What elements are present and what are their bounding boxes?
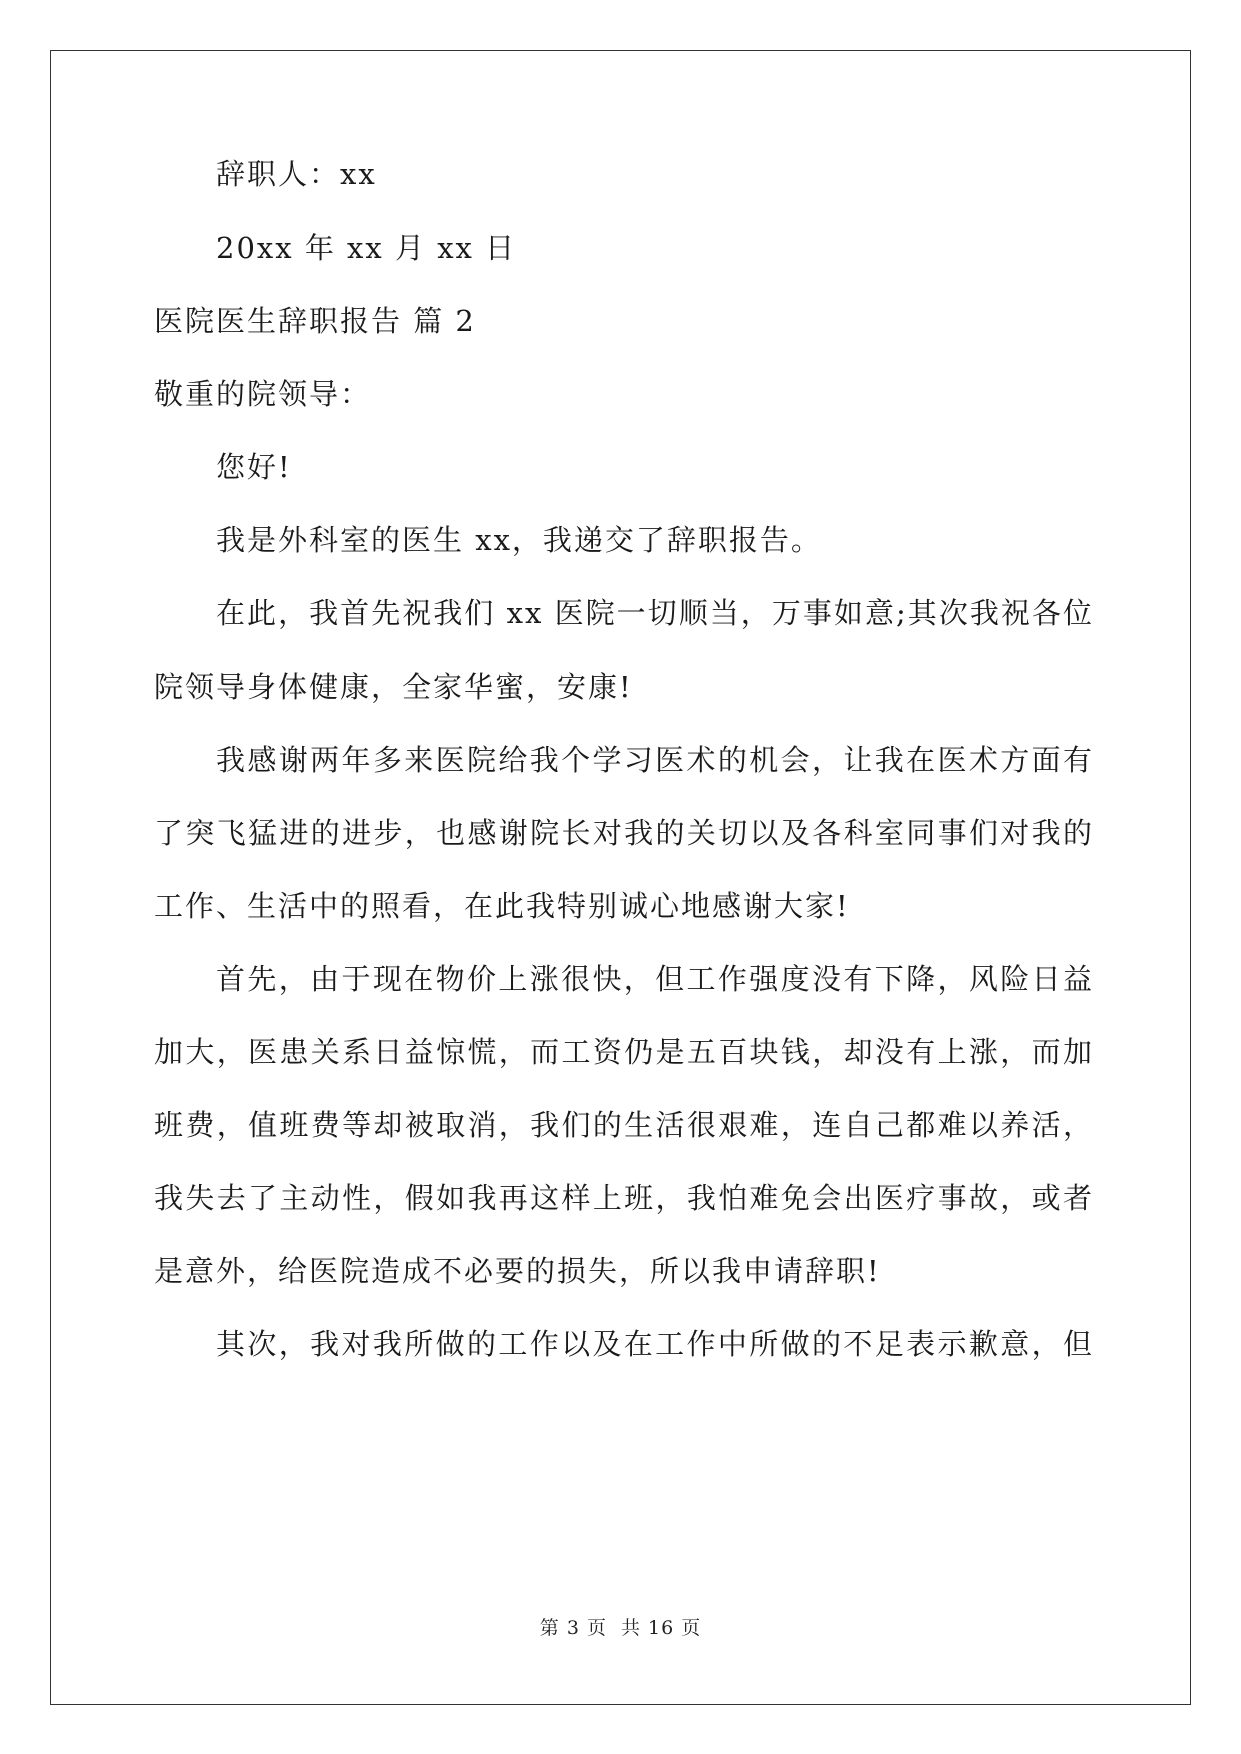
paragraph-line: 工作、生活中的照看，在此我特别诚心地感谢大家!	[154, 889, 850, 923]
paragraph-line: 加大，医患关系日益惊慌，而工资仍是五百块钱，却没有上涨，而加	[154, 1035, 1094, 1069]
date-line: 20xx 年 xx 月 xx 日	[216, 231, 517, 265]
paragraph-line: 我失去了主动性，假如我再这样上班，我怕难免会出医疗事故，或者	[154, 1181, 1094, 1215]
paragraph-line: 我感谢两年多来医院给我个学习医术的机会，让我在医术方面有	[216, 743, 1094, 777]
salutation: 敬重的院领导：	[154, 377, 372, 411]
paragraph-line: 院领导身体健康，全家华蜜，安康!	[154, 670, 633, 704]
paragraph-line: 首先，由于现在物价上涨很快，但工作强度没有下降，风险日益	[216, 962, 1094, 996]
section-title: 医院医生辞职报告 篇 2	[154, 304, 476, 338]
paragraph-line: 在此，我首先祝我们 xx 医院一切顺当，万事如意;其次我祝各位	[216, 596, 1094, 630]
page-number: 第 3 页	[539, 1617, 607, 1639]
paragraph-line: 了突飞猛进的进步，也感谢院长对我的关切以及各科室同事们对我的	[154, 816, 1094, 850]
page-footer	[0, 1613, 1241, 1640]
paragraph-line: 是意外，给医院造成不必要的损失，所以我申请辞职!	[154, 1254, 881, 1288]
paragraph-line: 其次，我对我所做的工作以及在工作中所做的不足表示歉意，但	[216, 1327, 1094, 1361]
paragraph-line: 班费，值班费等却被取消，我们的生活很艰难，连自己都难以养活，	[154, 1108, 1094, 1142]
signature-line: 辞职人：xx	[216, 157, 377, 191]
greeting: 您好!	[216, 450, 292, 484]
paragraph-line: 我是外科室的医生 xx，我递交了辞职报告。	[216, 523, 822, 557]
document-body	[51, 51, 1190, 1704]
page-frame	[50, 50, 1191, 1705]
page-total: 共 16 页	[620, 1617, 702, 1639]
